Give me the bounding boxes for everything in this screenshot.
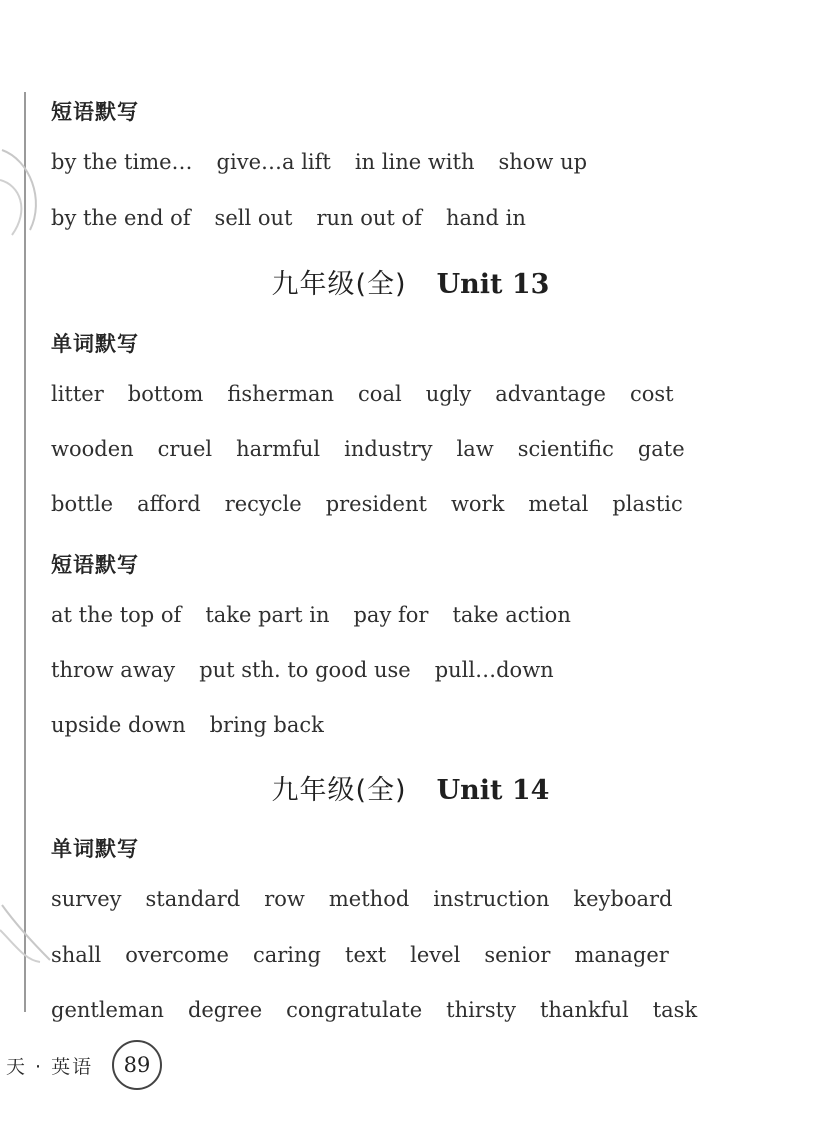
phrase-item: show up	[498, 150, 588, 174]
page-footer	[0, 1036, 170, 1092]
unit-14-title	[0, 768, 821, 807]
word-item: instruction	[433, 887, 550, 911]
section-heading-phrases: 短语默写	[51, 553, 139, 577]
word-item: bottle	[51, 492, 114, 516]
word-item: manager	[574, 943, 669, 967]
unit-label: Unit 14	[436, 775, 550, 806]
word-row	[51, 998, 761, 1022]
word-item: work	[450, 492, 505, 516]
grade-label: 九年级(全)	[271, 269, 407, 300]
word-item: keyboard	[573, 887, 673, 911]
margin-decoration	[0, 900, 60, 980]
word-item: survey	[51, 887, 122, 911]
word-item: gentleman	[51, 998, 164, 1022]
phrase-row	[51, 713, 761, 737]
word-item: wooden	[51, 437, 134, 461]
word-item: caring	[252, 943, 321, 967]
unit-13-title	[0, 262, 821, 301]
word-item: senior	[484, 943, 551, 967]
word-item: fisherman	[227, 382, 335, 406]
word-item: text	[345, 943, 387, 967]
word-row	[51, 437, 761, 461]
word-item: congratulate	[286, 998, 423, 1022]
word-item: metal	[528, 492, 589, 516]
word-item: thirsty	[446, 998, 516, 1022]
phrase-item: give…a lift	[216, 150, 331, 174]
word-item: method	[328, 887, 410, 911]
word-item: gate	[637, 437, 685, 461]
word-item: scientific	[517, 437, 614, 461]
phrase-item: at the top of	[51, 603, 182, 627]
phrase-item: take part in	[205, 603, 330, 627]
section-heading-words: 单词默写	[51, 332, 139, 356]
unit-label: Unit 13	[436, 269, 550, 300]
word-item: standard	[145, 887, 241, 911]
phrase-row	[51, 658, 761, 682]
page-number-badge: 89	[112, 1040, 162, 1090]
phrase-item: upside down	[51, 713, 186, 737]
phrase-item: throw away	[51, 658, 176, 682]
word-item: recycle	[224, 492, 302, 516]
phrase-row	[51, 150, 761, 174]
word-item: degree	[187, 998, 263, 1022]
word-item: afford	[137, 492, 201, 516]
phrase-item: sell out	[214, 206, 293, 230]
word-item: thankful	[539, 998, 629, 1022]
phrase-item: hand in	[445, 206, 526, 230]
word-item: coal	[358, 382, 402, 406]
phrase-item: by the time…	[51, 150, 193, 174]
phrase-row	[51, 206, 761, 230]
phrase-row	[51, 603, 761, 627]
grade-label: 九年级(全)	[271, 775, 407, 806]
phrase-item: by the end of	[51, 206, 191, 230]
word-item: bottom	[127, 382, 204, 406]
word-item: plastic	[612, 492, 683, 516]
word-item: litter	[51, 382, 104, 406]
phrase-item: pull…down	[434, 658, 554, 682]
phrase-item: put sth. to good use	[199, 658, 411, 682]
word-item: row	[264, 887, 305, 911]
section-heading-phrases: 短语默写	[51, 100, 139, 124]
word-row	[51, 492, 761, 516]
word-item: level	[410, 943, 461, 967]
word-item: cruel	[157, 437, 213, 461]
word-item: shall	[51, 943, 102, 967]
phrase-item: bring back	[209, 713, 324, 737]
phrase-item: run out of	[316, 206, 422, 230]
phrase-item: in line with	[354, 150, 475, 174]
word-item: harmful	[236, 437, 321, 461]
word-item: law	[456, 437, 494, 461]
word-item: task	[652, 998, 698, 1022]
word-item: president	[325, 492, 427, 516]
word-row	[51, 943, 761, 967]
phrase-item: take action	[452, 603, 571, 627]
word-item: cost	[629, 382, 674, 406]
word-item: advantage	[495, 382, 606, 406]
word-row	[51, 887, 761, 911]
phrase-item: pay for	[353, 603, 429, 627]
word-row	[51, 382, 761, 406]
word-item: overcome	[125, 943, 229, 967]
footer-label: 天 · 英语	[6, 1056, 94, 1078]
section-heading-words: 单词默写	[51, 837, 139, 861]
word-item: industry	[344, 437, 433, 461]
word-item: ugly	[425, 382, 472, 406]
